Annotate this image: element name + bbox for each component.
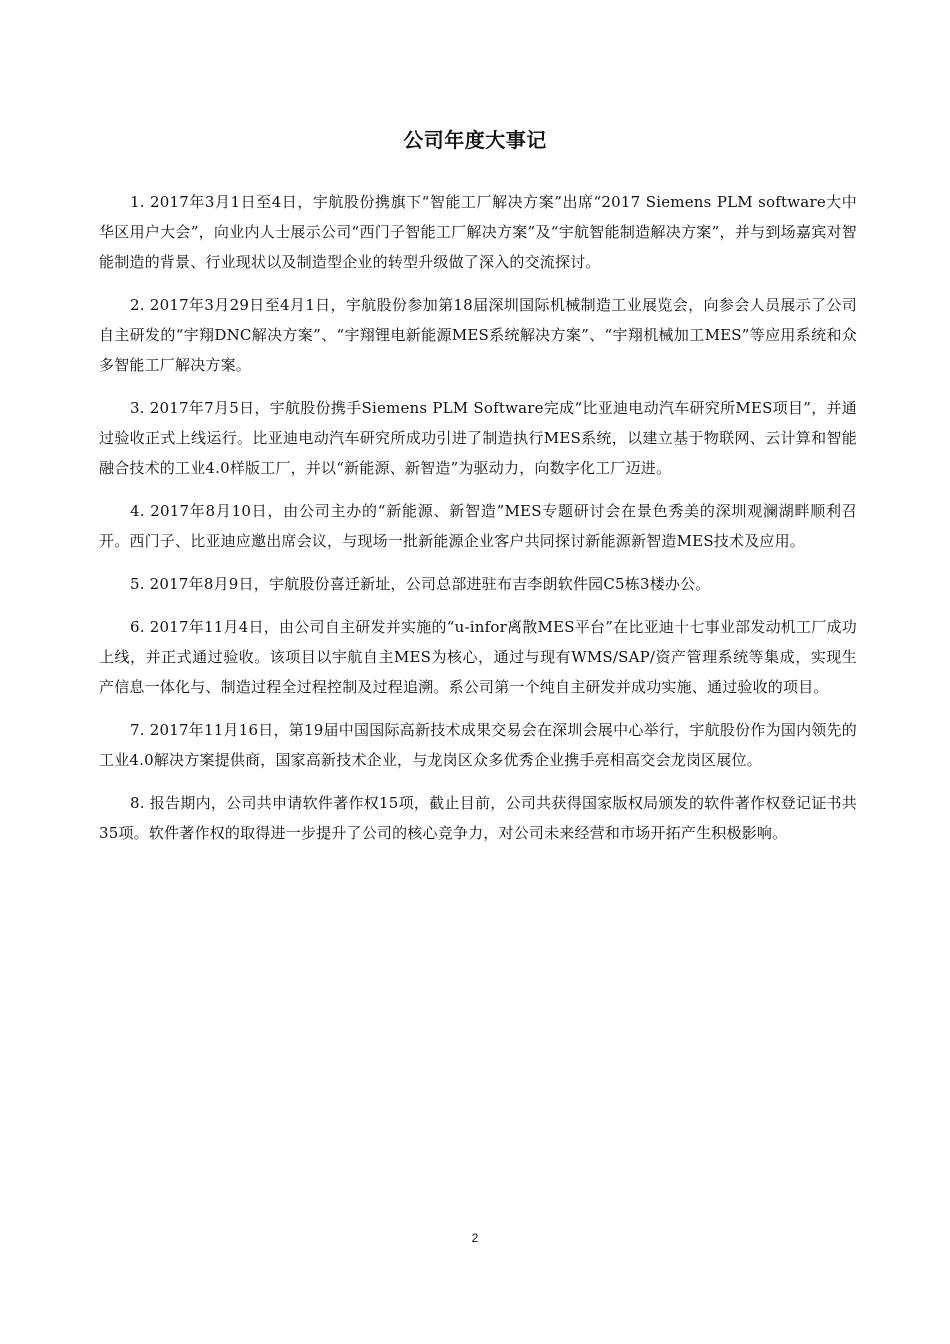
event-item-4: 4. 2017年8月10日，由公司主办的“新能源、新智造”MES专题研讨会在景色秀美的深圳观澜湖畔顺利召开。西门子、比亚迪应邀出席会议，与现场一批新能源企业客户共同探讨新能源新智造MES技术及应用。 (99, 502, 857, 550)
events-list (99, 187, 857, 861)
page-title: 公司年度大事记 (403, 128, 547, 152)
event-item-1: 1. 2017年3月1日至4日，宇航股份携旗下“智能工厂解决方案”出席“2017 Siemens PLM software大中华区用户大会”，向业内人士展示公司“西门子智能工厂解决方案”及“宇航智能制造解决方案”，并与到场嘉宾对智能制造的背景、行业现状以及制造型企业的转型升级做了深入的交流探讨。 (99, 193, 857, 271)
event-item-2: 2. 2017年3月29日至4月1日，宇航股份参加第18届深圳国际机械制造工业展览会，向参会人员展示了公司自主研发的“宇翔DNC解决方案”、“宇翔锂电新能源MES系统解决方案”、“宇翔机械加工MES”等应用系统和众多智能工厂解决方案。 (99, 296, 857, 374)
event-item-8: 8. 报告期内，公司共申请软件著作权15项，截止目前，公司共获得国家版权局颁发的软件著作权登记证书共35项。软件著作权的取得进一步提升了公司的核心竞争力，对公司未来经营和市场开拓产生积极影响。 (99, 794, 857, 842)
page-number: 2 (471, 1231, 479, 1245)
event-item-5: 5. 2017年8月9日，宇航股份喜迁新址，公司总部进驻布吉李朗软件园C5栋3楼办公。 (130, 575, 711, 593)
event-item-6: 6. 2017年11月4日，由公司自主研发并实施的“u-infor离散MES平台”在比亚迪十七事业部发动机工厂成功上线，并正式通过验收。该项目以宇航自主MES为核心，通过与现有WMS/SAP/资产管理系统等集成，实现生产信息一体化与、制造过程全过程控制及过程追溯。系公司第一个纯自主研发并成功实施、通过验收的项目。 (99, 618, 857, 696)
event-item-3: 3. 2017年7月5日，宇航股份携手Siemens PLM Software完成“比亚迪电动汽车研究所MES项目”，并通过验收正式上线运行。比亚迪电动汽车研究所成功引进了制造执行MES系统，以建立基于物联网、云计算和智能融合技术的工业4.0样版工厂，并以“新能源、新智造”为驱动力，向数字化工厂迈进。 (99, 399, 857, 477)
event-item-7: 7. 2017年11月16日，第19届中国国际高新技术成果交易会在深圳会展中心举行，宇航股份作为国内领先的工业4.0解决方案提供商，国家高新技术企业，与龙岗区众多优秀企业携手亮相高交会龙岗区展位。 (99, 721, 857, 769)
